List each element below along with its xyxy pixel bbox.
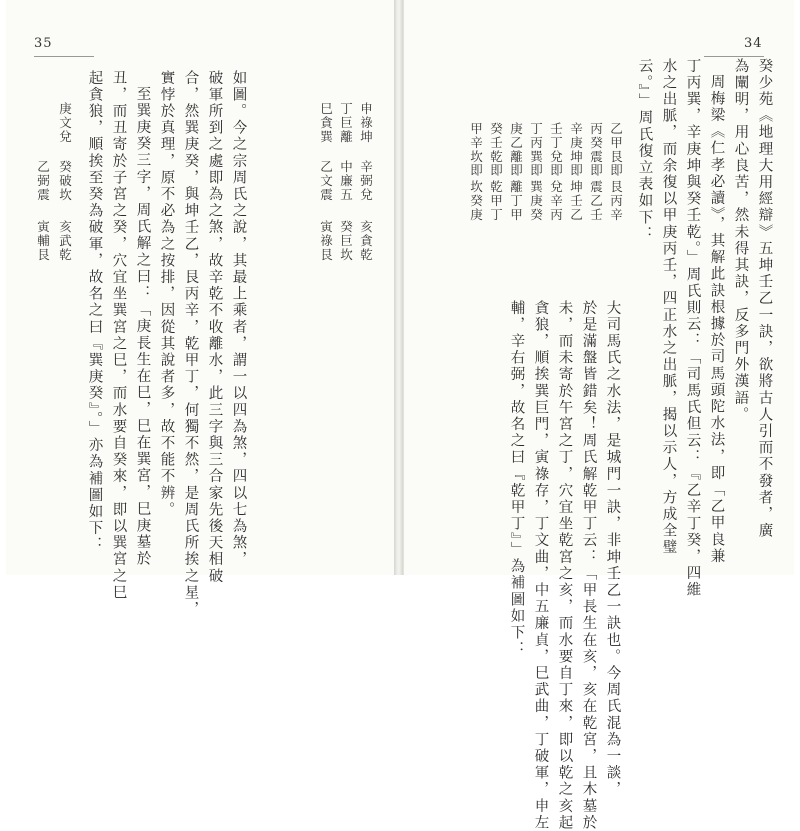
text-column: 破軍所到之處即為之煞，故辛乾不收離水，此三字與三合家先後天相破 [206,70,223,585]
text-column: 輔，辛右弼，故名之曰『乾甲丁』」為補圖如下： [508,300,525,658]
text-column: 未，而未寄於午宮之丁，穴宜坐乾宮之亥，而水要自丁來，即以乾之亥起 [556,300,573,831]
table-entry: 庚乙離即 [508,122,524,178]
diagram-entry: 癸巨坎 [338,220,354,262]
table-entry: 壬丁兌即 [548,122,564,178]
text-column: 合，然巽庚癸，與坤壬乙，艮丙辛，乾甲丁，何獨不然，是周氏所挨之星， [182,70,199,618]
table-entry: 震乙壬 [588,180,604,222]
text-column: 丁丙巽，辛庚坤與癸壬乾。」周氏則云：「司馬氏但云：『乙辛丁癸，四維 [684,58,701,599]
table-entry: 丁丙巽即 [528,122,544,178]
table-entry: 乾甲丁 [488,180,504,222]
text-column: 大司馬氏之水法，是城門一訣，非坤壬乙一訣也。今周氏混為一談， [604,300,621,798]
text-column: 至巽庚癸三字，周氏解之曰：「庚長生在巳，巳在巽宮，巳庚墓於 [134,86,151,568]
diagram-entry: 申祿坤 [358,102,374,144]
table-entry: 艮丙辛 [608,180,624,222]
text-column: 云。』」周氏復立表如下： [636,58,653,243]
table-entry: 乙甲艮即 [608,122,624,178]
diagram-entry: 丁巨離 [338,102,354,144]
diagram-entry: 癸破坎 [57,160,73,202]
table-entry: 甲辛坎即 [468,122,484,178]
book-gutter [394,0,403,575]
table-entry: 離丁甲 [508,180,524,222]
table-entry: 坤壬乙 [568,180,584,222]
text-column: 癸少苑《地理大用經辯》五坤壬乙一訣，欲將古人引而不發者，廣 [756,58,773,540]
text-column: 實悖於真理，原不必為之按排，因從其說者多，故不能不辨。 [158,70,175,519]
right-page [403,0,794,831]
page-number-left: 35 [34,36,53,51]
text-column: 貪狼，順挨巽巨門，寅祿存，丁文曲，中五廉貞，巳武曲，丁破軍，申左 [532,300,549,831]
text-column: 周梅梁《仁孝必讀》，其解此訣根據於司馬頭陀水法，即「乙甲良兼 [708,74,725,565]
diagram-entry: 中廉五 [338,160,354,202]
text-column: 於是滿盤皆錯矣！周氏解乾甲丁云：「甲長生在亥，亥在乾宮，且木墓於 [580,300,597,831]
diagram-entry: 亥貪乾 [358,220,374,262]
diagram-entry: 亥武乾 [57,220,73,262]
text-column: 如圖。今之宗周氏之說，其最上乘者，謂一以四為煞，四以七為煞， [230,70,247,568]
diagram-entry: 巳貪巽 [318,102,334,144]
diagram-entry: 寅輔艮 [35,220,51,262]
diagram-entry: 辛弼兌 [358,160,374,202]
page-number-right: 34 [744,36,763,51]
diagram-entry: 乙文震 [318,160,334,202]
text-column: 水之出脈，而余復以甲庚丙壬，四正水之出脈，揭以示人，方成全璧 [660,58,677,556]
table-entry: 辛庚坤即 [568,122,584,178]
table-entry: 巽庚癸 [528,180,544,222]
table-entry: 丙癸震即 [588,122,604,178]
table-entry: 坎癸庚 [468,180,484,222]
diagram-entry: 庚文兌 [57,102,73,144]
text-column: 起貪狼，順挨至癸為破軍，故名之曰『巽庚癸』。」亦為補圖如下： [86,70,103,554]
header-rule-left [34,56,94,57]
table-entry: 癸壬乾即 [488,122,504,178]
left-page [6,0,395,618]
header-rule-right [704,56,764,57]
diagram-entry: 乙弼震 [35,160,51,202]
text-column: 丑，而丑寄於子宮之癸，穴宜坐巽宮之巳，而水要自癸來，即以巽宮之巳 [110,70,127,602]
text-column: 為闡明，用心良苦，然未得其訣，反多門外漢語。 [732,58,749,424]
table-entry: 兌辛丙 [548,180,564,222]
diagram-entry: 寅祿艮 [318,220,334,262]
